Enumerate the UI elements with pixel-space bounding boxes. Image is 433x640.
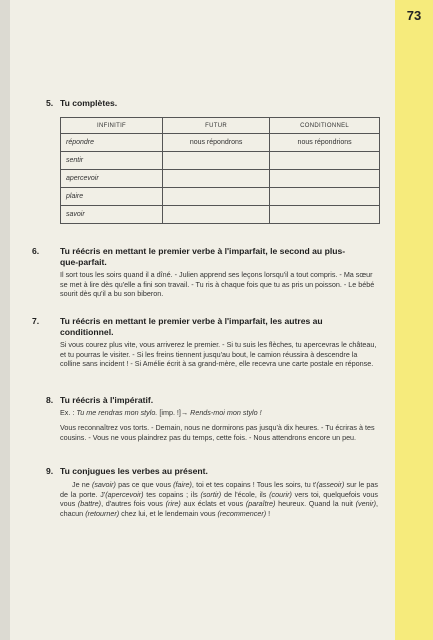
text-segment: pas ce que vous [115, 480, 174, 489]
infinitive-cell: plaire [61, 188, 163, 206]
exercise-5-number: 5. [46, 98, 54, 108]
exercise-9-body [60, 480, 378, 518]
conditional-cell [270, 152, 380, 170]
text-segment: , d'autres fois vous [101, 499, 166, 509]
exercise-6-title-line2: que-parfait. [60, 257, 107, 267]
verb-prompt: (savoir) [91, 480, 116, 489]
verb-prompt: (paraître) [245, 499, 276, 509]
exercise-6-title [32, 246, 380, 268]
table-row [61, 188, 380, 206]
text-segment: sur le pas de la porte. J' [60, 480, 378, 499]
conditional-cell: nous répondrions [270, 134, 380, 152]
exercise-9-title [46, 466, 208, 477]
text-segment: ! [266, 508, 271, 518]
exercise-8-example [60, 408, 378, 418]
table-row [61, 152, 380, 170]
arrow-icon: → [180, 408, 189, 417]
infinitive-cell: répondre [61, 134, 163, 152]
verb-prompt: (apercevoir) [105, 489, 144, 499]
infinitive-cell: savoir [61, 206, 163, 224]
future-cell: nous répondrons [163, 134, 270, 152]
exercise-8-title-text: Tu réécris à l'impératif. [60, 395, 154, 405]
exercise-6-number: 6. [32, 246, 40, 256]
exercise-7-body: Si vous courez plus vite, vous arriverez le premier. - Si tu suis les flèches, tu apercevras le château, et tu pourras le visiter. - Si les freins tiennent jusqu'au bout, le camion réussira à descendre la colline sans incident ! - Si Amélie écrit à sa grand-mère, elle recevra une carte postale en réponse. [60, 340, 377, 369]
text-segment: chez lui, et le lendemain vous [119, 508, 218, 518]
text-segment: heureux. Quand la nuit [275, 499, 356, 509]
column-header: FUTUR [163, 118, 270, 134]
verb-prompt: (courir) [269, 489, 292, 499]
exercise-8-number: 8. [46, 395, 54, 405]
column-header: INFINITIF [61, 118, 163, 134]
exercise-6-body: Il sort tous les soirs quand il a dîné. - Julien apprend ses leçons lorsqu'il a tout compris. - Ma sœur se met à lire dès qu'elle a fini son travail. - Tu ris à chaque fois que tu as pris un poisson. - Le bébé sourit dès qu'il a bu son biberon. [60, 270, 375, 299]
exercise-5-title-text: Tu complètes. [60, 98, 118, 108]
text-segment: , chacun [60, 499, 379, 518]
table-row [61, 170, 380, 188]
page-tab [395, 0, 433, 640]
example-sentence: Tu me rendras mon stylo. [76, 408, 158, 417]
future-cell [163, 188, 270, 206]
verb-prompt: (rire) [165, 499, 181, 509]
example-prefix: Ex. : [60, 408, 75, 417]
exercise-7-title-line1: Tu réécris en mettant le premier verbe à l'imparfait, les autres au [60, 316, 323, 326]
verb-prompt: (venir) [355, 499, 377, 509]
exercise-5-title [46, 98, 117, 109]
conditional-cell [270, 170, 380, 188]
future-cell [163, 206, 270, 224]
verb-prompt: (faire) [173, 480, 192, 489]
future-cell [163, 152, 270, 170]
exercise-7-title [32, 316, 380, 338]
table-row [61, 134, 380, 152]
text-segment: aux éclats et vous [180, 499, 246, 509]
text-segment: vers toi, quelquefois vous vous [60, 489, 378, 509]
verb-prompt: (retourner) [85, 508, 120, 518]
column-header: CONDITIONNEL [270, 118, 380, 134]
verb-prompt: (battre) [77, 499, 102, 509]
exercise-6-title-line1: Tu réécris en mettant le premier verbe à l'imparfait, le second au plus- [60, 246, 346, 256]
page-number: 73 [406, 8, 422, 23]
future-cell [163, 170, 270, 188]
conjugation-table [60, 117, 380, 224]
text-segment: Je ne [72, 480, 92, 489]
table-header-row [61, 118, 380, 134]
infinitive-cell: sentir [61, 152, 163, 170]
verb-prompt: (sortir) [200, 489, 222, 499]
exercise-8-body: Vous reconnaîtrez vos torts. - Demain, nous ne dormirons pas jusqu'à dix heures. - Tu écriras à tes cousins. - Vous ne vous plaindrez pas du temps, cette fois. - Nous attendrons encore un peu. [60, 423, 375, 442]
exercise-9-number: 9. [46, 466, 54, 476]
exercise-9-title-text: Tu conjugues les verbes au présent. [60, 466, 208, 476]
text-segment: de l'école, ils [221, 489, 270, 499]
conditional-cell [270, 188, 380, 206]
infinitive-cell: apercevoir [61, 170, 163, 188]
verb-prompt: (asseoir) [316, 480, 345, 489]
verb-prompt: (recommencer) [217, 508, 267, 518]
exercise-8-title [46, 395, 153, 406]
exercise-7-number: 7. [32, 316, 40, 326]
conditional-cell [270, 206, 380, 224]
text-segment: tes copains ; ils [143, 489, 201, 499]
exercise-7-title-line2: conditionnel. [60, 327, 114, 337]
table-row [61, 206, 380, 224]
example-answer: Rends-moi mon stylo ! [190, 408, 262, 417]
example-tag: [imp. !] [159, 408, 181, 417]
text-segment: , toi et tes copains ! Tous les soirs, tu t' [191, 480, 317, 489]
